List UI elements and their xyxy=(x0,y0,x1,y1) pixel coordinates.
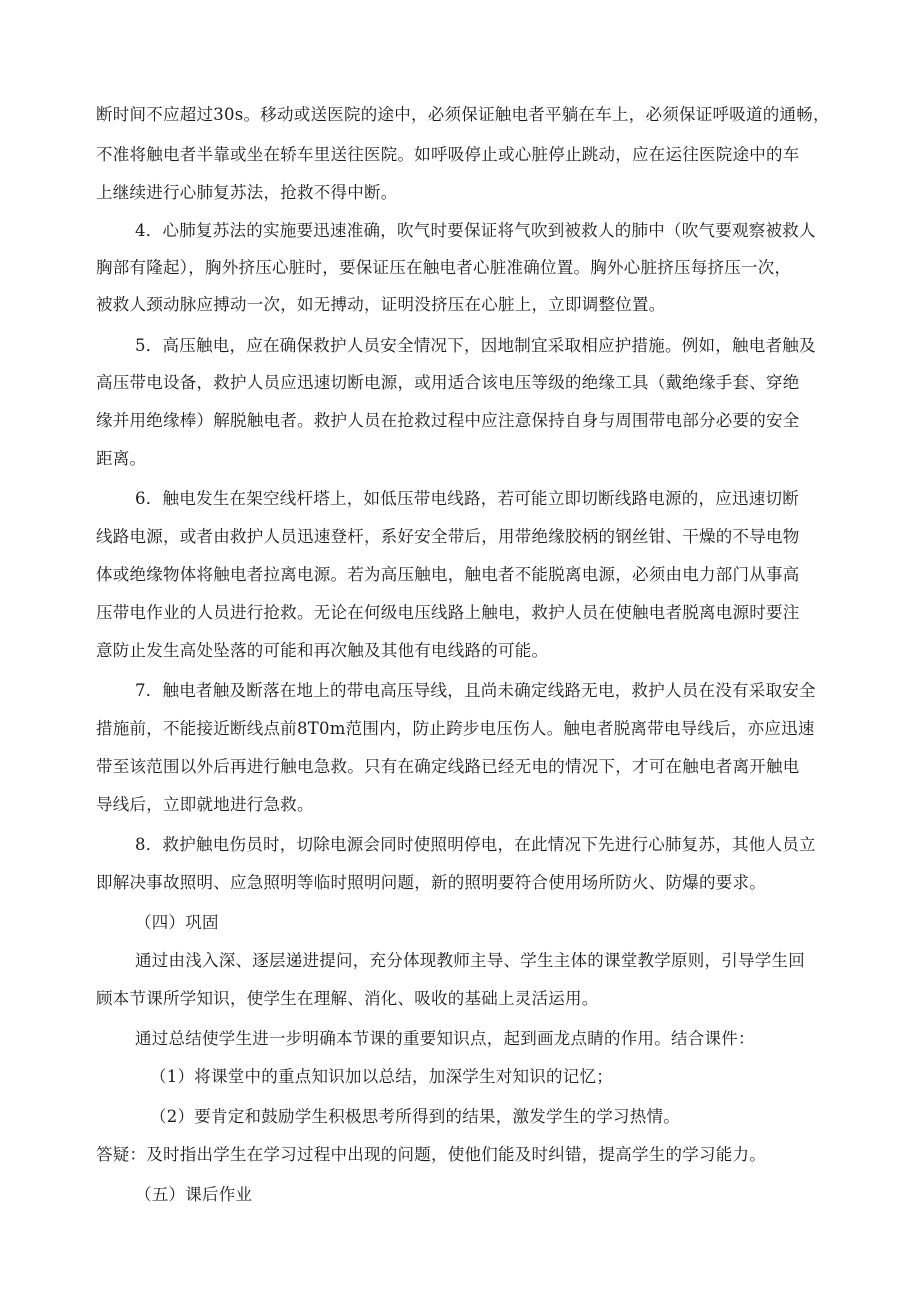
body-line: 答疑：及时指出学生在学习过程中出现的问题，使他们能及时纠错，提高学生的学习能力。 xyxy=(96,1145,766,1164)
body-line: 高压带电设备，救护人员应迅速切断电源，或用适合该电压等级的绝缘工具（戴绝缘手套、穿绝 xyxy=(96,373,800,392)
body-line: 4．心肺复苏法的实施要迅速准确，吹气时要保证将气吹到被救人的肺中（吹气要观察被救人 xyxy=(135,221,816,240)
body-line: 体或绝缘物体将触电者拉离电源。若为高压触电，触电者不能脱离电源，必须由电力部门从事高 xyxy=(96,565,800,584)
list-item: （2）要肯定和鼓励学生积极思考所得到的结果，激发学生的学习热情。 xyxy=(150,1107,680,1126)
body-line: 缘并用绝缘棒）解脱触电者。救护人员在抢救过程中应注意保持自身与周围带电部分必要的安全 xyxy=(96,411,800,430)
body-line: 导线后，立即就地进行急救。 xyxy=(96,795,314,814)
body-line: 线路电源，或者由救护人员迅速登杆，系好安全带后，用带绝缘胶柄的钢丝钳、干燥的不导电物 xyxy=(96,527,800,546)
body-line: 通过由浅入深、逐层递进提问，充分体现教师主导、学生主体的课堂教学原则，引导学生回 xyxy=(135,951,805,970)
section-heading: （四）巩固 xyxy=(135,913,219,932)
body-line: 胸部有隆起），胸外挤压心脏时，要保证压在触电者心脏准确位置。胸外心脏挤压每挤压一次， xyxy=(96,258,792,277)
body-line: 不准将触电者半靠或坐在轿车里送往医院。如呼吸停止或心脏停止跳动，应在运往医院途中的车 xyxy=(96,145,800,164)
body-line: 顾本节课所学知识，使学生在理解、消化、吸收的基础上灵活运用。 xyxy=(96,989,599,1008)
body-line: 即解决事故照明、应急照明等临时照明问题，新的照明要符合使用场所防火、防爆的要求。 xyxy=(96,873,766,892)
list-item: （1）将课堂中的重点知识加以总结，加深学生对知识的记忆； xyxy=(150,1067,613,1086)
body-line: 措施前，不能接近断线点前8T0m范围内，防止跨步电压伤人。触电者脱离带电导线后，亦应迅速 xyxy=(96,719,815,738)
body-line: 断时间不应超过30s。移动或送医院的途中，必须保证触电者平躺在车上，必须保证呼吸道的通畅， xyxy=(96,105,830,124)
body-line: 被救人颈动脉应搏动一次，如无搏动，证明没挤压在心脏上，立即调整位置。 xyxy=(96,295,666,314)
body-line: 6．触电发生在架空线杆塔上，如低压带电线路，若可能立即切断线路电源的，应迅速切断 xyxy=(135,489,799,508)
body-line: 7．触电者触及断落在地上的带电高压导线，且尚未确定线路无电，救护人员在没有采取安全 xyxy=(135,681,816,700)
body-line: 5．高压触电，应在确保救护人员安全情况下，因地制宜采取相应护措施。例如，触电者触及 xyxy=(135,336,816,355)
body-line: 8．救护触电伤员时，切除电源会同时使照明停电，在此情况下先进行心肺复苏，其他人员立 xyxy=(135,835,816,854)
section-heading: （五）课后作业 xyxy=(135,1185,253,1204)
body-line: 压带电作业的人员进行抢救。无论在何级电压线路上触电，救护人员在使触电者脱离电源时要注 xyxy=(96,603,800,622)
body-line: 意防止发生高处坠落的可能和再次触及其他有电线路的可能。 xyxy=(96,641,549,660)
body-line: 上继续进行心肺复苏法，抢救不得中断。 xyxy=(96,183,398,202)
body-line: 通过总结使学生进一步明确本节课的重要知识点，起到画龙点睛的作用。结合课件： xyxy=(135,1029,755,1048)
body-line: 带至该范围以外后再进行触电急救。只有在确定线路已经无电的情况下，才可在触电者离开触电 xyxy=(96,757,800,776)
body-line: 距离。 xyxy=(96,449,147,468)
